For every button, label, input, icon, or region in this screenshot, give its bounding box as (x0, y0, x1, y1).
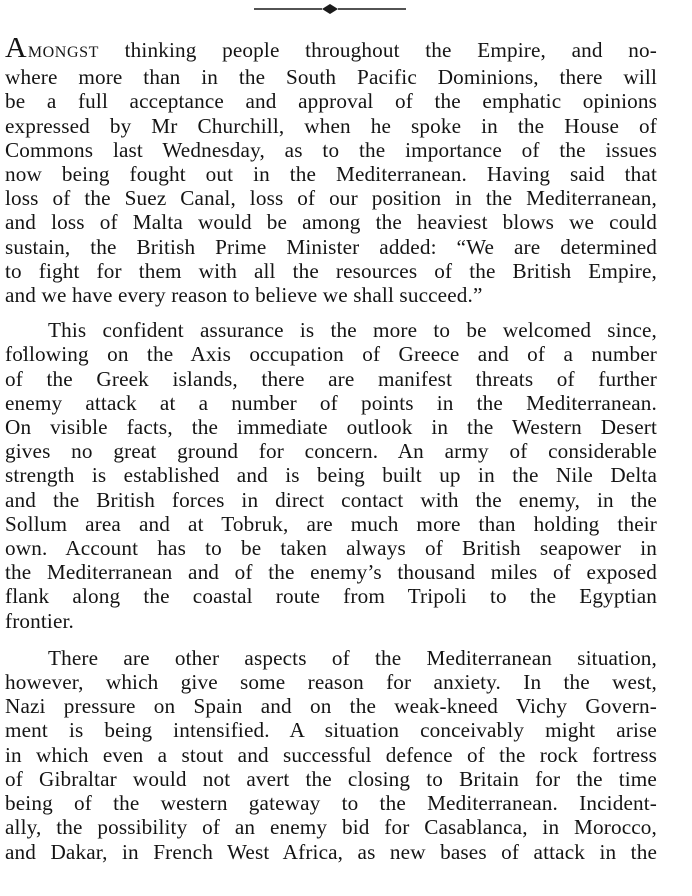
text-line: sustain, the British Prime Minister added: “We are determined (5, 234, 657, 259)
text-line: enemy attack at a number of points in the Mediterranean. (5, 390, 657, 415)
text-line: flank along the coastal route from Tripoli to the Egyptian (5, 584, 657, 609)
text-line: and Dakar, in French West Africa, as new bases of attack in the (5, 839, 657, 864)
text-line: gives no great ground for concern. An army of considerable (5, 439, 657, 464)
ornamental-rule (254, 2, 406, 16)
text-line: Nazi pressure on Spain and on the weak-kneed Vichy Govern- (5, 694, 657, 719)
drop-cap: A (5, 38, 27, 64)
opening-word: MONGST (27, 44, 99, 61)
text-line: following on the Axis occupation of Greece and of a number (5, 342, 657, 367)
text-line: On visible facts, the immediate outlook in the Western Desert (5, 415, 657, 440)
text-line: and we have every reason to believe we shall succeed.” (5, 283, 483, 308)
text-line: AMONGST thinking people throughout the Empire, and no- (5, 38, 657, 65)
text-line: expressed by Mr Churchill, when he spoke in the House of (5, 113, 657, 138)
text-line: Sollum area and at Tobruk, are much more than holding their (5, 511, 657, 536)
text-line: ally, the possibility of an enemy bid for Casablanca, in Morocco, (5, 815, 657, 840)
text-line: There are other aspects of the Mediterranean situation, (48, 645, 657, 670)
text-line: frontier. (5, 608, 75, 633)
text-line: however, which give some reason for anxiety. In the west, (5, 670, 657, 695)
text-line: being of the western gateway to the Mediterranean. Incident- (5, 791, 657, 816)
paragraph-3 (5, 646, 657, 864)
text-line: the Mediterranean and of the enemy’s thousand miles of exposed (5, 560, 657, 585)
text-line: of the Greek islands, there are manifest threats of further (5, 366, 657, 391)
paragraph-1 (5, 38, 657, 307)
text-line: in which even a stout and successful defence of the rock fortress (5, 742, 657, 767)
text-line: Commons last Wednesday, as to the importance of the issues (5, 137, 657, 162)
text-line: and loss of Malta would be among the heaviest blows we could (5, 210, 657, 235)
text-line: where more than in the South Pacific Dominions, there will (5, 65, 657, 90)
text-line: This confident assurance is the more to be welcomed since, (48, 318, 657, 343)
text-line: loss of the Suez Canal, loss of our position in the Mediterranean, (5, 186, 657, 211)
text-line: of Gibraltar would not avert the closing to Britain for the time (5, 766, 657, 791)
text-line: be a full acceptance and approval of the emphatic opinions (5, 89, 657, 114)
paragraph-2 (5, 318, 657, 633)
text-line: own. Account has to be taken always of British seapower in (5, 536, 657, 561)
text-line: ment is being intensified. A situation conceivably might arise (5, 718, 657, 743)
text-line: and the British forces in direct contact with the enemy, in the (5, 487, 657, 512)
editorial-text-column (5, 38, 657, 864)
text-line: strength is established and is being built up in the Nile Delta (5, 463, 657, 488)
text-line: to fight for them with all the resources of the British Empire, (5, 258, 657, 283)
text-line: now being fought out in the Mediterranean. Having said that (5, 162, 657, 187)
